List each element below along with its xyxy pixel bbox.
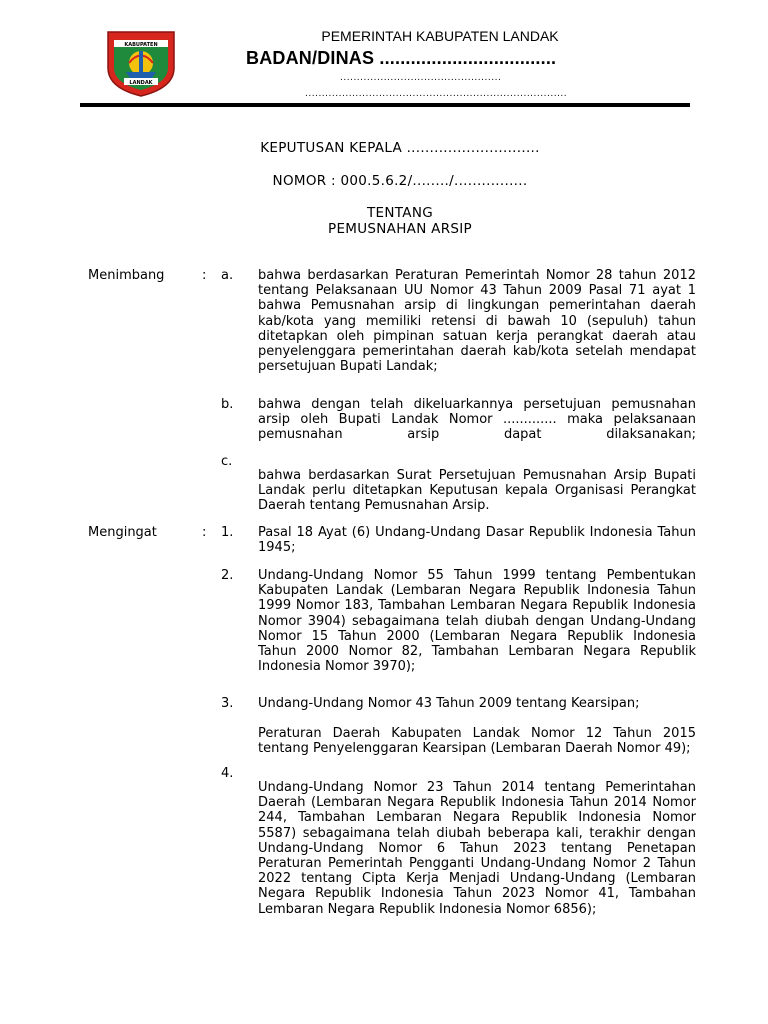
recalling-point-1: Pasal 18 Ayat (6) Undang-Undang Dasar Republik Indonesia Tahun 1945; [258, 525, 696, 556]
recalling-colon: : [202, 525, 207, 540]
recalling-point-3: Undang-Undang Nomor 43 Tahun 2009 tentang Kearsipan; [258, 696, 640, 711]
recalling-point-3-regulation: Peraturan Daerah Kabupaten Landak Nomor 12 Tahun 2015 tentang Penyelenggaran Kearsipan (Lembaran Daerah Nomor 49); [258, 726, 696, 757]
recalling-marker-1: 1. [221, 525, 234, 540]
considering-point-a: bahwa berdasarkan Peraturan Pemerintah Nomor 28 tahun 2012 tentang Pelaksanaan UU Nomor 43 Tahun 2009 Pasal 71 ayat 1 bahwa Pemusnahan arsip di lingkungan pemerintahan daerah kab/kota yang memiliki retensi di bawah 10 (sepuluh) tahun ditetapkan oleh pimpinan satuan kerja perangkat daerah atau penyelenggara pemerintahan daerah kab/kota setelah mendapat persetujuan Bupati Landak; [258, 268, 696, 375]
landak-emblem-icon [104, 28, 178, 98]
considering-point-b: bahwa dengan telah dikeluarkannya persetujuan pemusnahan arsip oleh Bupati Landak Nomor ............. maka pelaksanaan pemusnahan arsip dapat dilaksanakan; [258, 397, 696, 443]
recalling-point-4: Undang-Undang Nomor 23 Tahun 2014 tentang Pemerintahan Daerah (Lembaran Negara Republik Indonesia Tahun 2014 Nomor 244, Tambahan Lembaran Negara Republik Indonesia Nomor 5587) sebagaimana telah diubah beberapa kali, terakhir dengan Undang-Undang Nomor 6 Tahun 2023 tentang Penetapan Peraturan Pemerintah Pengganti Undang-Undang Nomor 2 Tahun 2022 tentang Cipta Kerja Menjadi Undang-Undang (Lembaran Negara Republik Indonesia Tahun 2023 Nomor 41, Tambahan Lembaran Negara Republik Indonesia Nomor 6856); [258, 780, 696, 917]
decision-subject: PEMUSNAHAN ARSIP [328, 221, 472, 237]
svg-text:KABUPATEN: KABUPATEN [124, 42, 158, 48]
letterhead-divider [80, 103, 690, 107]
svg-text:LANDAK: LANDAK [129, 80, 153, 86]
recalling-marker-4: 4. [221, 766, 234, 781]
considering-point-c: bahwa berdasarkan Surat Persetujuan Pemusnahan Arsip Bupati Landak perlu ditetapkan Keputusan kepala Organisasi Perangkat Daerah tentang Pemusnahan Arsip. [258, 468, 696, 514]
considering-colon: : [202, 268, 207, 283]
considering-label: Menimbang [88, 268, 165, 283]
decision-title: KEPUTUSAN KEPALA ............................. [260, 140, 540, 156]
recalling-point-2: Undang-Undang Nomor 55 Tahun 1999 tentang Pembentukan Kabupaten Landak (Lembaran Negara Republik Indonesia Tahun 1999 Nomor 183, Tambahan Lembaran Negara Republik Indonesia Nomor 3904) sebagaimana telah diubah dengan Undang-Undang Nomor 15 Tahun 2000 (Lembaran Negara Republik Indonesia Tahun 2000 Nomor 82, Tambahan Lembaran Negara Republik Indonesia Nomor 3970); [258, 568, 696, 675]
recalling-label: Mengingat [88, 525, 157, 540]
agency-name: BADAN/DINAS .................................. [246, 48, 557, 68]
address-line-1: ................................................ [340, 73, 502, 83]
government-name: PEMERINTAH KABUPATEN LANDAK [321, 28, 559, 44]
regency-logo [104, 28, 178, 98]
recalling-marker-2: 2. [221, 568, 234, 583]
considering-marker-a: a. [221, 268, 234, 283]
decision-number: NOMOR : 000.5.6.2/......../................ [272, 173, 528, 189]
about-heading: TENTANG [367, 205, 433, 221]
considering-marker-c: c. [221, 454, 233, 469]
address-line-2: .............................................................................. [305, 89, 568, 99]
recalling-marker-3: 3. [221, 696, 234, 711]
considering-marker-b: b. [221, 397, 234, 412]
